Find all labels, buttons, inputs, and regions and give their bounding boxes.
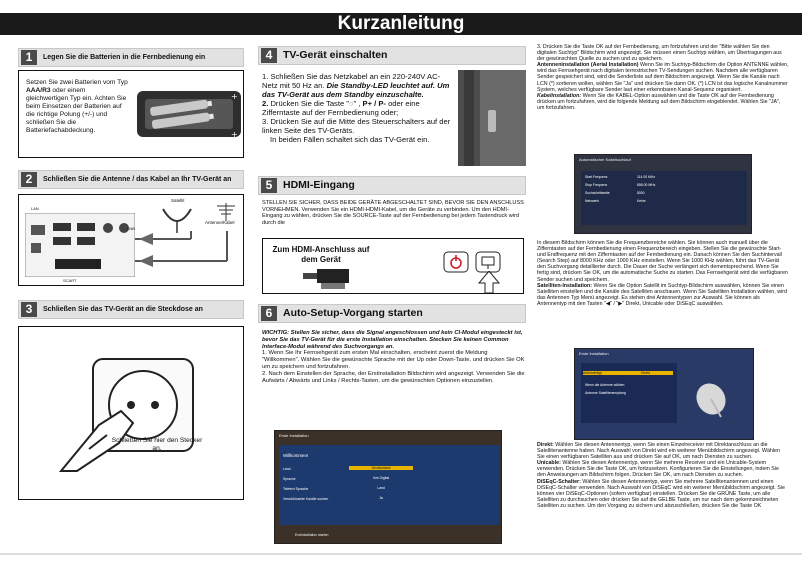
page-title: Kurzanleitung — [337, 13, 465, 34]
screen-value-4: Ja — [379, 496, 383, 500]
section-5-number: 5 — [261, 178, 277, 193]
section-6-header — [258, 304, 526, 323]
sat-row-2: Wenn die Antenne wählen — [585, 383, 625, 387]
cable-row-4: Netzwerk — [585, 199, 600, 203]
tv-side-image — [458, 70, 526, 166]
lan-label: LAN — [31, 206, 39, 211]
svg-text:+: + — [231, 130, 238, 139]
cable-search-screenshot — [574, 154, 752, 234]
right-text-3: Direkt: Wählen Sie diesen Antennentyp, wenn Sie einen Einzelreceiver mit Direktanschluss an die Satellitenantenne haben. Nach Auswahl von Direkt wird ein weiterer Menübildschirm angezeigt. Wählen Sie einen verfügbaren Satelliten aus und drücken Sie auf OK, um nach Diensten zu suchen. Unicable: Wählen Sie diesen Antennentyp, wenn Sie mehrere Receiver und ein Unicable-System verwenden. Drücken Sie die Taste OK, um fortzusetzen. Konfigurieren Sie die Einstellungen, indem Sie den Anweisungen am Bildschirm folgen. Drücken Sie OK, um nach Diensten zu suchen. DiSEqC-Schalter: Wählen Sie diesen Antennentyp, wenn Sie mehrere Satellitenantennen und einen DiSEqC-Schalter verwenden. Nach Auswahl von DiSEqC wird ein weiterer Menübildschirm angezeigt. Sie können vier DiSEqC-Optionen (sofern verfügbar) einstellen. Drücken Sie die GRÜNE Taste, um alle Satelliten zu durchsuchen oder drücken Sie auf die GELBE Taste, um nur nach dem gekennzeichneten Satelliten zu suchen. Um den Vorgang zu sichern und abzuschließen, drücken Sie die Taste OK — [537, 442, 785, 509]
section-2-box — [18, 194, 244, 286]
section-1-text: Setzen Sie zwei Batterien vom Typ AAA/R3 oder einem gleichwertigen Typ ein. Achten Sie beim Einsetzen der Batterien auf die richtige Polung (+/-) und schließen Sie die Batteriefachabdeckung. — [26, 79, 128, 134]
screen-panel — [279, 445, 499, 525]
section-3-box — [18, 326, 244, 500]
lnb-label: LNB — [127, 226, 135, 231]
source-button-icon — [475, 251, 501, 273]
cable-value-1: 114.00 MHz — [637, 175, 656, 179]
section-1-header — [18, 48, 244, 67]
tv-back-panel-image — [25, 213, 135, 277]
hdmi-illustration-box — [262, 238, 524, 294]
first-installation-screenshot — [274, 430, 502, 544]
screen-value-2: Ihre Digital — [372, 476, 390, 480]
sat-screen-panel — [581, 363, 677, 423]
sat-row-1: Antennentyp — [583, 371, 673, 375]
section-2-title: Schließen Sie die Antenne / das Kabel an Ihr TV-Gerät an — [43, 176, 232, 183]
right-text-2: In diesem Bildschirm können Sie die Frequenzbereiche wählen. Sie können auch manuell über die Zifferntasten auf der Fernbedienung einen Frequenzbereich eingeben. Stellen Sie die gewünschte Start- und Endfrequenz mit den Zifferntasten auf der Fernbedienung ein. Danach können Sie den Suchintervall (Search Step) auf 8000 KHz oder 1000 KHz einstellen. Wenn Sie 1000 KHz wählen, führt das TV-Gerät den Suchvorgang detaillierter durch. Die Dauer der Suche verlängert sich dementsprechend. Wenn Sie fertig sind, drücken Sie OK, um die automatische Suche zu starten. Das Fernsehgerät wird die verfügbaren Sender suchen und speichern. Satelliten-Installation: Wenn Sie die Option Satellit im Suchtyp-Bildschirm auswählen, können Sie einen Satelliten einstellen und die Kanäle des Satelliten anschauen. Wenn Sie Satelliten Installation wählen, wird das Antennen Typ Menü angezeigt. Es stehen drei Antennentypen zur Auswahl. Sie können als Antennentyp mit den Tasten "◀" / "▶" Direkt, Unicable oder DiSEqC auswählen. — [537, 240, 788, 307]
section-5-header — [258, 176, 526, 195]
section-4-text: 1. Schließen Sie das Netzkabel an ein 220-240V AC-Netz mit 50 Hz an. Die Standby-LED leuchtet auf. Um das TV-Gerät aus dem Standby einzuschalte. 2. Drücken Sie die Taste "◌" , P+ / P- oder eine Zifferntaste auf der Fernbedienung oder; 3. Drücken Sie auf die Mitte des Steuerschalters auf der linken Seite des TV-Geräts. In beiden Fällen schaltet sich das TV-Gerät ein. — [262, 72, 451, 144]
section-1-title: Legen Sie die Batterien in die Fernbedienung ein — [43, 54, 206, 61]
screen-row-1: Land — [283, 467, 291, 471]
section-2-number: 2 — [21, 172, 37, 187]
cable-value-4: Keine — [637, 199, 646, 203]
satellite-dish-icon — [159, 203, 195, 233]
cable-value-2: 858.00 MHz — [637, 183, 656, 187]
sat-screen-title: Erste Installation — [579, 351, 609, 356]
section-5-title: HDMI-Eingang — [283, 179, 355, 191]
screen-row-4: Verschlüsselte Kanäle suchen — [283, 497, 329, 501]
section-3-number: 3 — [21, 302, 37, 317]
screen-row-3: Teletext Sprache — [283, 487, 309, 491]
section-3-header — [18, 300, 244, 319]
section-6-number: 6 — [261, 306, 277, 321]
bottom-rule — [0, 553, 802, 555]
wall-socket-image — [59, 353, 209, 473]
battery-compartment-image — [137, 85, 241, 143]
sat-value-1: Direkt — [641, 371, 650, 375]
antenna-cables-image — [131, 231, 239, 279]
section-3-title: Schließen Sie das TV-Gerät an die Steckdose an — [43, 306, 203, 313]
section-1-number: 1 — [21, 50, 37, 65]
screen-value-3: Land — [377, 486, 385, 490]
right-text-1: 3. Drücken Sie die Taste OK auf der Fernbedienung, um fortzufahren und der "Bitte wählen Sie den digitalen Suchtyp" Bildschirm wird angezeigt. Sie müssen einen Suchtyp wählen, um Übertragungen aus der gewünschten Quelle zu suchen und zu speichern. Antenneninstallation (Aerial Installation) Wenn Sie im Suchtyp-Bildschirm die Option ANTENNE wählen, wird das Fernsehgerät nach digitalen terrestrischen TV-Sendungen suchen. Nachdem alle verfügbaren Sender gespeichert sind, wird die Senderliste auf dem Bildschirm angezeigt. Wenn Sie die Kanäle nach LCN (*) sortieren wollen, wählen Sie "Ja" und drücken Sie dann OK. (*) LCN ist das logische Kanalnummer System, welches verfügbare Sender laut einer erkennbaren Kanal-Sequenz organisiert. Kabelinstallation: Wenn Sie die KABEL-Option auswählen und die Taste OK auf der Fernbedienung drücken um fortzufahren, wird die folgende Meldung auf dem Bildschirm eingeblendet. Wählen Sie "JA", um fortzufahren. — [537, 44, 789, 111]
hdmi-label: Zum HDMI-Anschluss auf dem Gerät — [272, 245, 370, 264]
section-3-caption: Schließen Sie hier den Stecker an. — [111, 437, 203, 452]
cable-row-2: Stop Frequenz — [585, 183, 608, 187]
screen-value-1: Deutschland — [349, 466, 413, 470]
cable-screen-title: Automatischer Kabelsuchlauf — [579, 157, 631, 162]
satellite-label: Satellit — [171, 198, 185, 203]
section-6-title: Auto-Setup-Vorgang starten — [283, 307, 423, 319]
antenna-icon — [215, 201, 237, 221]
screen-row-2: Sprache — [283, 477, 296, 481]
section-4-header — [258, 46, 526, 65]
cable-row-1: Start Frequenz — [585, 175, 608, 179]
standby-button-icon — [443, 251, 469, 273]
cable-screen-panel — [581, 171, 747, 225]
section-5-text: STELLEN SIE SICHER, DASS BEIDE GERÄTE ABGESCHALTET SIND, BEVOR SIE DEN ANSCHLUSS VORNEHMEN. Verwenden Sie ein HDMI-HDMI-Kabel, um die Geräte zu verbinden. Um den HDMI-Eingang zu wählen, drücken Sie die SOURCE-Taste auf der Fernbedienung bei jedem Tastendruck wird durch die — [262, 200, 524, 226]
svg-text:+: + — [231, 92, 238, 101]
screen-title: Erste Installation — [279, 433, 309, 438]
cable-row-3: Suchschrittweite — [585, 191, 610, 195]
section-4-number: 4 — [261, 48, 277, 63]
sat-row-3: Antenne Satellitenempfang — [585, 391, 626, 395]
title-banner — [0, 13, 802, 35]
scart-label: SCART — [63, 278, 77, 283]
satellite-antenna-screenshot — [574, 348, 754, 440]
screen-footer: Erstinstallation starten — [295, 533, 329, 537]
antenna-cable-label: Antenne/Kabel — [205, 220, 235, 225]
section-1-box — [18, 70, 244, 158]
cable-value-3: 8000 — [637, 191, 645, 195]
hdmi-cable-image — [303, 265, 363, 293]
pointer-arrow-icon — [477, 271, 501, 293]
satellite-dish-screen-icon — [691, 379, 731, 419]
section-4-title: TV-Gerät einschalten — [283, 49, 388, 61]
section-6-text: WICHTIG: Stellen Sie sicher, dass die Signal angeschlossen und kein CI-Modul eingesteckt ist, bevor Sie das TV-Gerät für die erste Installation einschalten. Stecken Sie keinen Common Interface-Modul während des Suchvorgangs an. 1. Wenn Sie Ihr Fernsehgerät zum ersten Mal einschalten, erscheint zuerst die Meldung "Willkommen". Wählen Sie die gewünschte Sprache mit der Up oder Down-Taste, und drücken Sie OK um zu speichern und fortzufahren. 2. Nach dem Einstellen der Sprache, der Erstinstallation Bildschirm wird angezeigt. Verwenden Sie die Aufwärts / Abwärts und Links / Rechts-Tasten, um die gewünschten Optionen einzustellen. — [262, 330, 525, 384]
screen-heading: Willkommen! — [283, 453, 309, 458]
section-2-header — [18, 170, 244, 189]
